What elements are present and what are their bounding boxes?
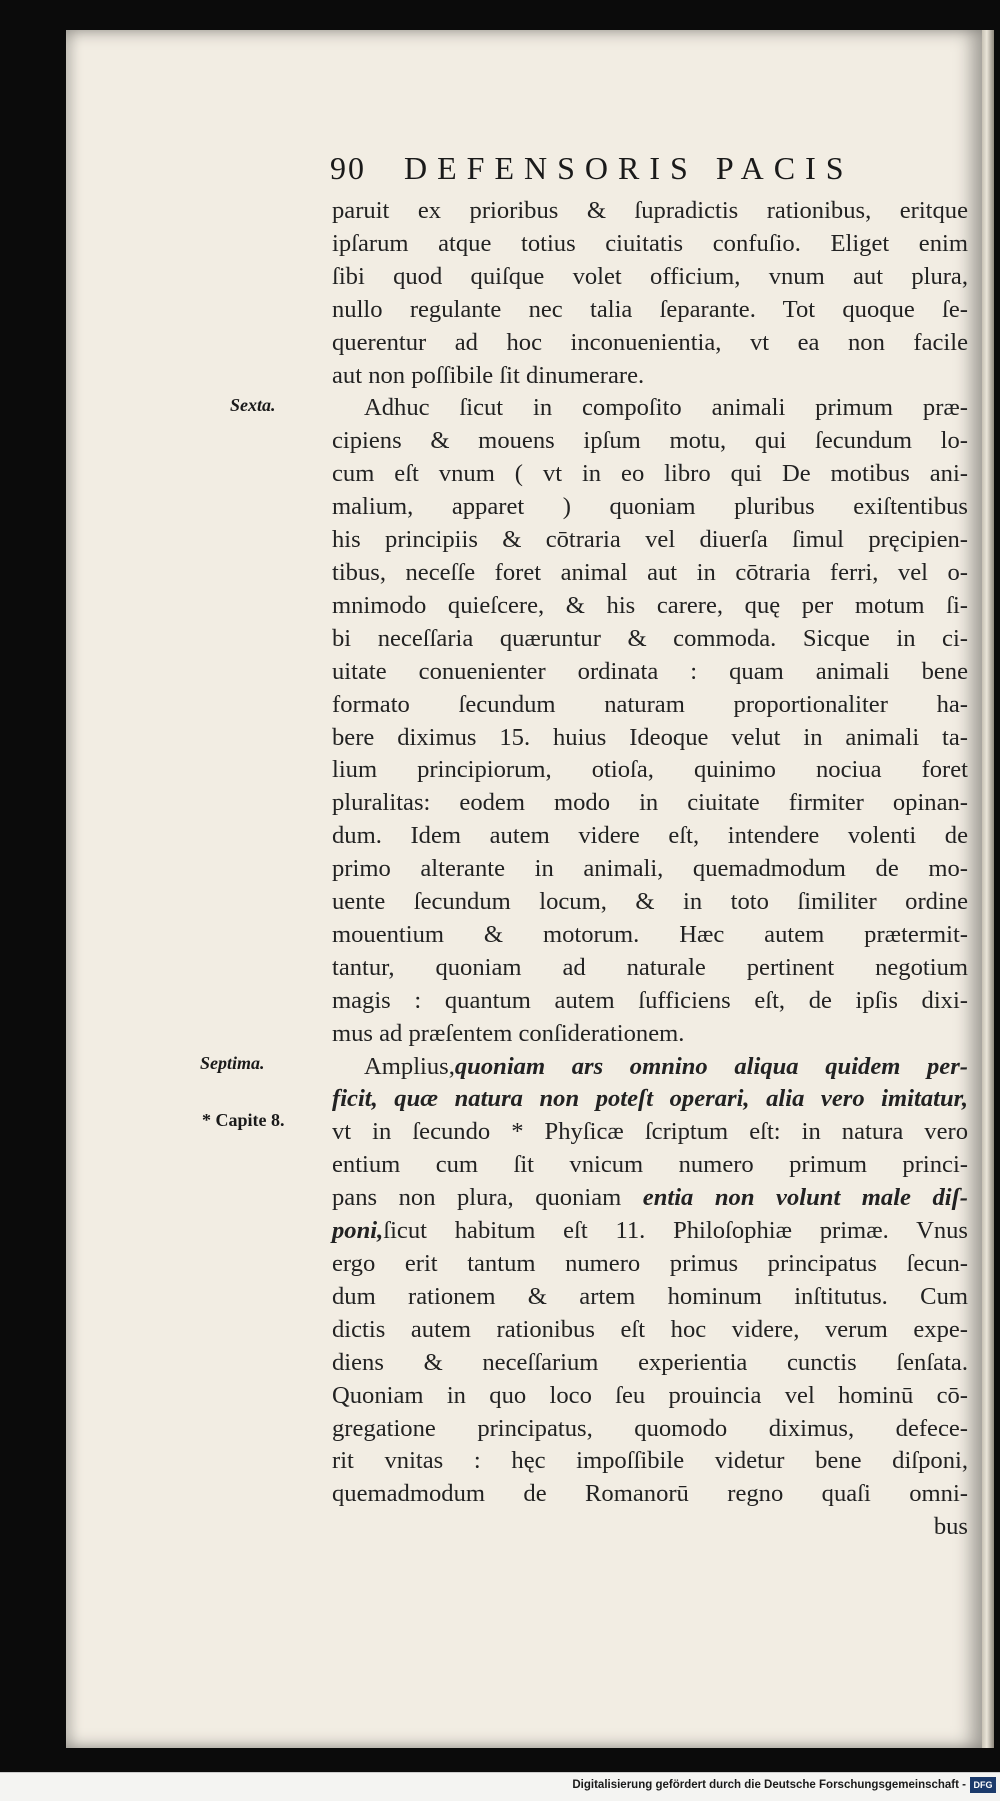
text-line: mus ad præſentem conſiderationem. — [332, 1019, 685, 1047]
text-line — [332, 1215, 968, 1248]
footer-banner — [0, 1772, 1000, 1801]
text-line: dum rationem & artem hominum inſtitutus. Cum — [332, 1282, 968, 1310]
text-line: rit vnitas : hęc impoſſibile videtur bene diſponi, — [332, 1447, 968, 1475]
text-line: lium principiorum, otioſa, quinimo nociua foret — [332, 756, 968, 784]
text-line: nullo regulante nec talia ſeparante. Tot quoque ſe- — [332, 295, 968, 323]
running-title: DEFENSORIS PACIS — [404, 150, 854, 186]
text-line: gregatione principatus, quomodo diximus, defece- — [332, 1414, 968, 1442]
text-segment: pans non plura, quoniam — [332, 1184, 643, 1212]
text-line: his principiis & cōtraria vel diuerſa ſimul pręcipien- — [332, 526, 968, 554]
text-line — [332, 1083, 968, 1116]
text-line: uente ſecundum locum, & in toto ſimiliter ordine — [332, 888, 968, 916]
italic-quote: ficit, quæ natura non poteſt operari, alia vero imitatur, — [332, 1085, 968, 1113]
page-number: 90 — [330, 150, 366, 186]
text-line: bi neceſſaria quæruntur & commoda. Sicque in ci- — [332, 624, 968, 652]
text-line: bere diximus 15. huius Ideoque velut in animali ta- — [332, 723, 968, 751]
text-line: primo alterante in animali, quemadmodum de mo- — [332, 855, 968, 883]
text-line: tantur, quoniam ad naturale pertinent negotium — [332, 953, 968, 981]
text-line: Quoniam in quo loco ſeu prouincia vel hominū cō- — [332, 1381, 968, 1409]
text-line: magis : quantum autem ſufficiens eſt, de ipſis dixi- — [332, 986, 968, 1014]
main-text — [332, 195, 968, 1544]
margin-note-septima: Septima. — [200, 1053, 265, 1073]
text-segment: ſicut habitum eſt 11. Philoſophiæ primæ. Vnus — [383, 1217, 968, 1245]
text-line: mouentium & motorum. Hæc autem prætermit- — [332, 920, 968, 948]
text-line: ipſarum atque totius ciuitatis confuſio. Eliget enim — [332, 229, 968, 257]
text-line: cum eſt vnum ( vt in eo libro qui De motibus ani- — [332, 460, 968, 488]
text-line: vt in ſecundo * Phyſicæ ſcriptum eſt: in natura vero — [332, 1118, 968, 1146]
footer-credit: Digitalisierung gefördert durch die Deutsche Forschungsgemeinschaft - — [572, 1779, 966, 1791]
page-edge — [982, 30, 994, 1748]
text-line — [332, 1182, 968, 1215]
text-line: tibus, neceſſe foret animal aut in cōtraria ferri, vel o- — [332, 558, 968, 586]
text-line: paruit ex prioribus & ſupradictis rationibus, eritque — [332, 197, 968, 224]
text-line: entium cum ſit vnicum numero primum princi- — [332, 1151, 968, 1179]
text-line: quemadmodum de Romanorū regno quaſi omni- — [332, 1480, 968, 1508]
text-line: ergo erit tantum numero primus principatus ſecun- — [332, 1250, 968, 1277]
text-line: dum. Idem autem videre eſt, intendere volenti de — [332, 822, 968, 850]
text-line: ſibi quod quiſque volet officium, vnum aut plura, — [332, 262, 968, 290]
dfg-logo-icon: DFG — [970, 1777, 996, 1793]
text-line — [332, 1051, 968, 1084]
margin-note-capite: * Capite 8. — [202, 1110, 285, 1130]
text-line: uitate conuenienter ordinata : quam animali bene — [332, 657, 968, 685]
text-line: mnimodo quieſcere, & his carere, quę per motum ſi- — [332, 591, 968, 619]
text-line: aut non poſſibile ſit dinumerare. — [332, 361, 645, 389]
text-line: pluralitas: eodem modo in ciuitate firmiter opinan- — [332, 789, 968, 817]
italic-quote: poni, — [332, 1217, 384, 1245]
text-line: querentur ad hoc inconuenientia, vt ea non facile — [332, 328, 968, 356]
text-line: Adhuc ſicut in compoſito animali primum præ- — [364, 394, 968, 422]
text-line: dictis autem rationibus eſt hoc videre, verum expe- — [332, 1315, 968, 1343]
margin-note-sexta: Sexta. — [230, 395, 276, 415]
text-line: diens & neceſſarium experientia cunctis ſenſata. — [332, 1348, 968, 1376]
text-line: malium, apparet ) quoniam pluribus exiſtentibus — [332, 493, 968, 521]
text-segment: Amplius, — [364, 1052, 455, 1080]
catchword: bus — [933, 1513, 968, 1541]
text-line: formato ſecundum naturam proportionaliter ha- — [332, 690, 968, 718]
running-header — [330, 150, 910, 190]
text-line: cipiens & mouens ipſum motu, qui ſecundum lo- — [332, 427, 968, 455]
italic-quote: quoniam ars omnino aliqua quidem per- — [454, 1052, 968, 1080]
italic-quote: entia non volunt male diſ- — [642, 1184, 968, 1212]
